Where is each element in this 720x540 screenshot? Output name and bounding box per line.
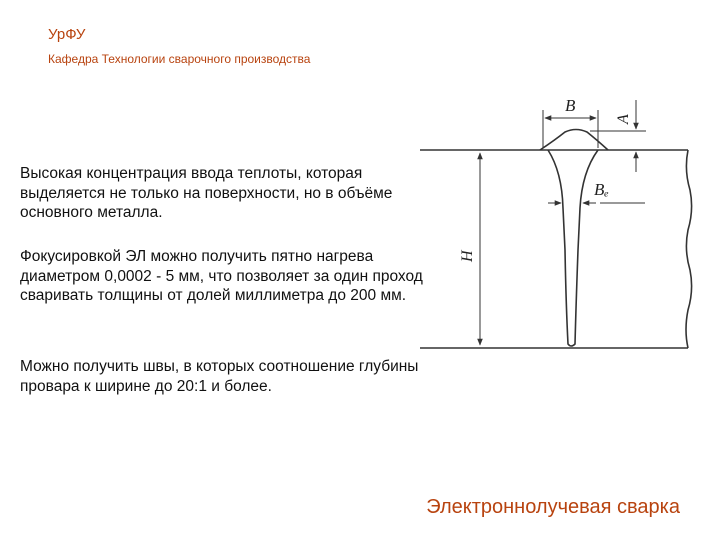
label-b: B (565, 96, 576, 115)
label-a: A (615, 114, 632, 124)
plate-outline (420, 150, 692, 348)
weld-profile (540, 130, 608, 347)
department-name: Кафедра Технологии сварочного производства (48, 52, 311, 66)
dimension-a (590, 100, 648, 172)
org-name: УрФУ (48, 26, 86, 43)
label-h: H (459, 250, 476, 262)
paragraph-focusing: Фокусировкой ЭЛ можно получить пятно нагрева диаметром 0,0002 - 5 мм, что позволяет за один проход сваривать толщины от долей миллиметра до 200 мм. (20, 245, 430, 310)
slide-title: Электроннолучевая сварка (426, 496, 680, 518)
label-be: Bₑ (594, 180, 609, 199)
paragraph-depth-ratio: Можно получить швы, в которых соотношение глубины провара к ширине до 20:1 и более. (20, 355, 430, 400)
paragraph-heat-concentration: Высокая концентрация ввода теплоты, которая выделяется не только на поверхности, но в объёме основного металла. (20, 162, 430, 227)
